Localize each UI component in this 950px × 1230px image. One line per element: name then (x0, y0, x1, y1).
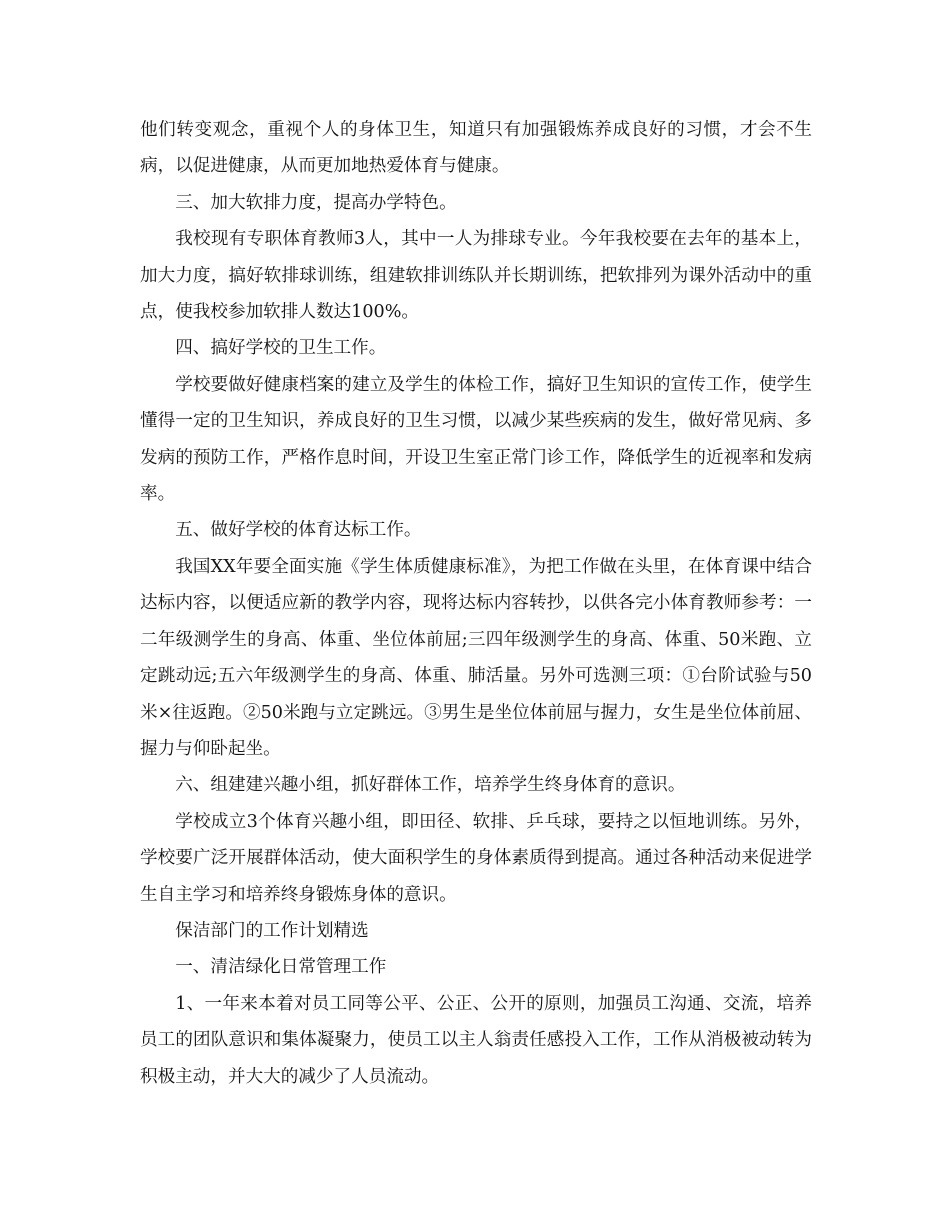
paragraph-1: 他们转变观念，重视个人的身体卫生，知道只有加强锻炼养成良好的习惯，才会不生病，以促进健康，从而更加地热爱体育与健康。 (140, 120, 812, 177)
heading-section-3: 三、加大软排力度，提高办学特色。 (175, 192, 457, 213)
paragraph-section-4: 学校要做好健康档案的建立及学生的体检工作，搞好卫生知识的宣传工作，使学生懂得一定的卫生知识，养成良好的卫生习惯，以减少某些疾病的发生，做好常见病、多发病的预防工作，严格作息时间，开设卫生室正常门诊工作，降低学生的近视率和发病率。 (140, 374, 812, 505)
article-title: 保洁部门的工作计划精选 (175, 920, 369, 941)
paragraph-section-5: 我国XX年要全面实施《学生体质健康标准》，为把工作做在头里，在体育课中结合达标内容，以便适应新的教学内容，现将达标内容转抄，以供各完小体育教师参考：一二年级测学生的身高、体重、坐位体前屈;三四年级测学生的身高、体重、50米跑、立定跳动远;五六年级测学生的身高、体重、肺活量。另外可选测三项：①台阶试验与50米×往返跑。②50米跑与立定跳远。③男生是坐位体前屈与握力，女生是坐位体前屈、握力与仰卧起坐。 (140, 556, 812, 759)
heading-cleaning-1: 一、清洁绿化日常管理工作 (175, 957, 387, 978)
paragraph-section-6: 学校成立3个体育兴趣小组，即田径、软排、乒乓球，要持之以恒地训练。另外，学校要广泛开展群体活动，使大面积学生的身体素质得到提高。通过各种活动来促进学生自主学习和培养终身锻炼身体的意识。 (140, 811, 812, 905)
paragraph-cleaning-1: 1、一年来本着对员工同等公平、公正、公开的原则，加强员工沟通、交流，培养员工的团队意识和集体凝聚力，使员工以主人翁责任感投入工作，工作从消极被动转为积极主动，并大大的减少了人员流动。 (140, 993, 812, 1087)
heading-section-5: 五、做好学校的体育达标工作。 (175, 520, 422, 541)
heading-section-6: 六、组建建兴趣小组，抓好群体工作，培养学生终身体育的意识。 (175, 775, 686, 796)
heading-section-4: 四、搞好学校的卫生工作。 (175, 338, 387, 359)
document-page (140, 112, 812, 1095)
paragraph-section-3: 我校现有专职体育教师3人，其中一人为排球专业。今年我校要在去年的基本上，加大力度，搞好软排球训练，组建软排训练队并长期训练，把软排列为课外活动中的重点，使我校参加软排人数达100%。 (140, 229, 812, 323)
